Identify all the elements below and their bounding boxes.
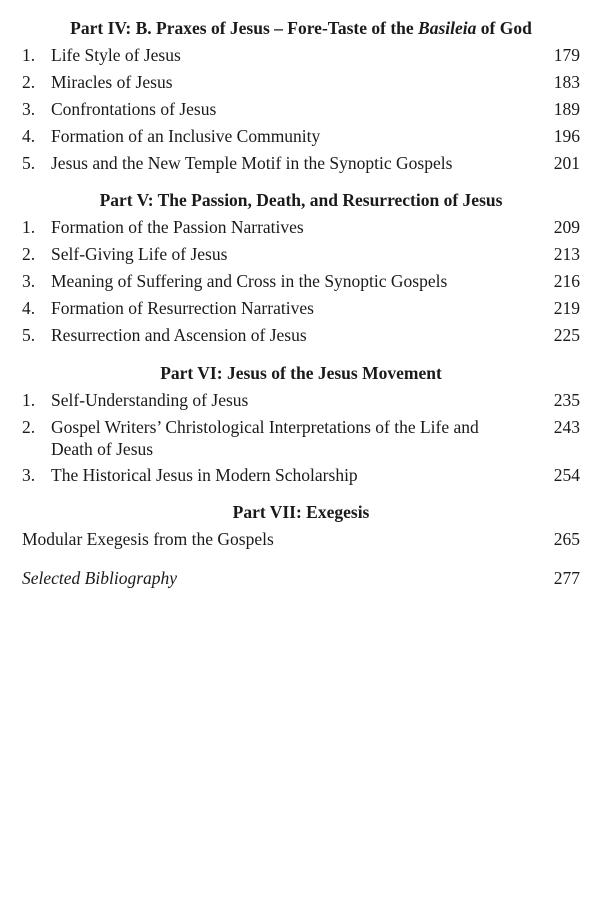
toc-entry[interactable] xyxy=(22,98,580,120)
entry-title: Jesus and the New Temple Motif in the Synoptic Gospels xyxy=(51,153,453,173)
entry-number: 2. xyxy=(22,417,36,437)
entry-title: The Historical Jesus in Modern Scholarship xyxy=(51,465,358,485)
toc-entry[interactable] xyxy=(22,297,580,319)
toc-entry[interactable] xyxy=(22,416,580,460)
entry-page-number: 189 xyxy=(553,99,580,119)
toc-entry[interactable] xyxy=(22,152,580,174)
toc-entry[interactable] xyxy=(22,125,580,147)
part-iv-heading-italic: Basileia xyxy=(418,18,477,38)
entry-page-number: 196 xyxy=(553,126,580,146)
toc-entry[interactable] xyxy=(22,324,580,346)
toc-entry[interactable] xyxy=(22,464,580,486)
part-iv-heading xyxy=(22,17,580,39)
toc-entry[interactable] xyxy=(22,44,580,66)
toc-entry[interactable] xyxy=(22,389,580,411)
entry-title: Modular Exegesis from the Gospels xyxy=(22,529,274,549)
entry-page-number: 209 xyxy=(553,217,580,237)
entry-number: 5. xyxy=(22,153,36,173)
entry-number: 3. xyxy=(22,465,36,485)
entry-page-number: 277 xyxy=(553,568,580,588)
toc-entry[interactable] xyxy=(22,528,580,550)
toc-entry-bibliography[interactable] xyxy=(22,567,580,589)
entry-page-number: 265 xyxy=(553,529,580,549)
entry-number: 3. xyxy=(22,99,36,119)
entry-title: Gospel Writers’ Christological Interpretations of the Life and Death of Jesus xyxy=(51,417,479,459)
part-iv-heading-prefix: Part IV: B. Praxes of Jesus – Fore-Taste of the xyxy=(70,18,419,38)
part-vi-heading: Part VI: Jesus of the Jesus Movement xyxy=(160,363,442,383)
entry-number: 5. xyxy=(22,325,36,345)
part-vii-heading: Part VII: Exegesis xyxy=(232,502,370,522)
entry-title: Miracles of Jesus xyxy=(51,72,173,92)
entry-number: 1. xyxy=(22,45,36,65)
entry-page-number: 179 xyxy=(553,45,580,65)
entry-number: 2. xyxy=(22,244,36,264)
entry-number: 1. xyxy=(22,217,36,237)
entry-number: 4. xyxy=(22,298,36,318)
entry-page-number: 254 xyxy=(553,465,580,485)
entry-page-number: 219 xyxy=(553,298,580,318)
entry-page-number: 235 xyxy=(553,390,580,410)
entry-title: Life Style of Jesus xyxy=(51,45,181,65)
toc-entry[interactable] xyxy=(22,216,580,238)
toc-entry[interactable] xyxy=(22,243,580,265)
entry-page-number: 201 xyxy=(553,153,580,173)
entry-number: 4. xyxy=(22,126,36,146)
entry-title: Self-Understanding of Jesus xyxy=(51,390,249,410)
entry-title: Resurrection and Ascension of Jesus xyxy=(51,325,307,345)
entry-page-number: 213 xyxy=(553,244,580,264)
entry-title: Confrontations of Jesus xyxy=(51,99,217,119)
entry-number: 3. xyxy=(22,271,36,291)
toc-entry[interactable] xyxy=(22,270,580,292)
entry-page-number: 216 xyxy=(553,271,580,291)
entry-page-number: 225 xyxy=(553,325,580,345)
part-iv-heading-suffix: of God xyxy=(476,18,532,38)
toc-entry[interactable] xyxy=(22,71,580,93)
entry-number: 2. xyxy=(22,72,36,92)
part-v-heading: Part V: The Passion, Death, and Resurrection of Jesus xyxy=(99,190,503,210)
entry-page-number: 183 xyxy=(553,72,580,92)
entry-page-number: 243 xyxy=(553,417,580,437)
entry-title: Self-Giving Life of Jesus xyxy=(51,244,228,264)
entry-title: Formation of Resurrection Narratives xyxy=(51,298,314,318)
entry-title: Formation of the Passion Narratives xyxy=(51,217,304,237)
entry-title: Formation of an Inclusive Community xyxy=(51,126,321,146)
entry-title: Meaning of Suffering and Cross in the Synoptic Gospels xyxy=(51,271,448,291)
entry-title: Selected Bibliography xyxy=(22,568,178,588)
entry-number: 1. xyxy=(22,390,36,410)
